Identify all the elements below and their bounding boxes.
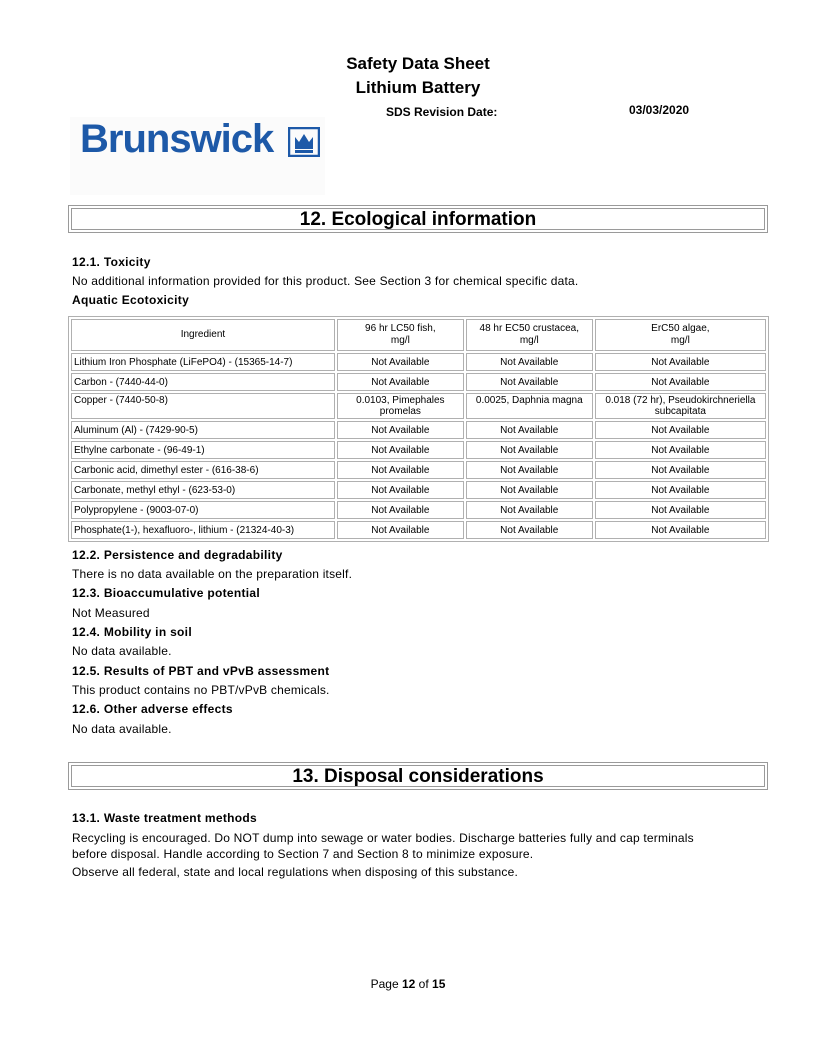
crustacea-ec50-cell: Not Available	[466, 441, 593, 459]
table-row	[71, 393, 766, 419]
fish-lc50-cell: Not Available	[337, 373, 464, 391]
aquatic-ecotoxicity-table	[68, 316, 769, 542]
adverse-effects-text: No data available.	[72, 722, 172, 736]
header-text: 96 hr LC50 fish,	[365, 323, 436, 334]
pbt-heading: 12.5. Results of PBT and vPvB assessment	[72, 664, 330, 678]
regulations-text: Observe all federal, state and local regulations when disposing of this substance.	[72, 865, 518, 879]
crustacea-ec50-cell: Not Available	[466, 481, 593, 499]
adverse-effects-heading: 12.6. Other adverse effects	[72, 702, 233, 716]
fish-lc50-cell: Not Available	[337, 461, 464, 479]
bioaccumulative-text: Not Measured	[72, 606, 150, 620]
fish-lc50-cell: Not Available	[337, 421, 464, 439]
persistence-heading: 12.2. Persistence and degradability	[72, 548, 283, 562]
mobility-heading: 12.4. Mobility in soil	[72, 625, 192, 639]
column-header	[595, 319, 766, 351]
fish-lc50-cell: 0.0103, Pimephales promelas	[337, 393, 464, 419]
table-row	[71, 353, 766, 371]
page-current: 12	[401, 977, 416, 991]
ingredient-cell: Polypropylene - (9003-07-0)	[71, 501, 335, 519]
pbt-text: This product contains no PBT/vPvB chemicals.	[72, 683, 330, 697]
crown-emblem-icon	[288, 127, 320, 157]
toxicity-heading: 12.1. Toxicity	[72, 255, 151, 269]
ingredient-cell: Phosphate(1-), hexafluoro-, lithium - (21324-40-3)	[71, 521, 335, 539]
aquatic-ecotoxicity-heading: Aquatic Ecotoxicity	[72, 293, 190, 307]
ingredient-cell: Copper - (7440-50-8)	[71, 393, 335, 419]
table-row	[71, 421, 766, 439]
algae-erc50-cell: Not Available	[595, 441, 766, 459]
product-name: Lithium Battery	[355, 78, 481, 97]
crustacea-ec50-cell: Not Available	[466, 521, 593, 539]
ingredient-cell: Ethylne carbonate - (96-49-1)	[71, 441, 335, 459]
ingredient-cell: Carbonic acid, dimethyl ester - (616-38-6)	[71, 461, 335, 479]
fish-lc50-cell: Not Available	[337, 353, 464, 371]
algae-erc50-cell: Not Available	[595, 481, 766, 499]
crustacea-ec50-cell: 0.0025, Daphnia magna	[466, 393, 593, 419]
page-prefix: Page	[370, 977, 399, 991]
mobility-text: No data available.	[72, 644, 172, 658]
column-header: Ingredient	[71, 319, 335, 351]
algae-erc50-cell: Not Available	[595, 421, 766, 439]
column-header	[466, 319, 593, 351]
crustacea-ec50-cell: Not Available	[466, 501, 593, 519]
section-12-heading: 12. Ecological information	[68, 205, 768, 233]
crustacea-ec50-cell: Not Available	[466, 461, 593, 479]
fish-lc50-cell: Not Available	[337, 481, 464, 499]
revision-date-label: SDS Revision Date:	[386, 105, 498, 119]
section-13-heading: 13. Disposal considerations	[68, 762, 768, 790]
fish-lc50-cell: Not Available	[337, 441, 464, 459]
header-text: 48 hr EC50 crustacea,	[479, 323, 580, 334]
persistence-text: There is no data available on the preparation itself.	[72, 567, 353, 581]
waste-treatment-heading: 13.1. Waste treatment methods	[72, 811, 257, 825]
brunswick-logo	[70, 117, 325, 195]
ingredient-cell: Aluminum (Al) - (7429-90-5)	[71, 421, 335, 439]
fish-lc50-cell: Not Available	[337, 501, 464, 519]
table-row	[71, 373, 766, 391]
crustacea-ec50-cell: Not Available	[466, 353, 593, 371]
header-text: ErC50 algae,	[651, 323, 710, 334]
table-row	[71, 501, 766, 519]
algae-erc50-cell: Not Available	[595, 461, 766, 479]
crustacea-ec50-cell: Not Available	[466, 373, 593, 391]
algae-erc50-cell: Not Available	[595, 353, 766, 371]
header-unit: mg/l	[670, 335, 690, 346]
document-title: Safety Data Sheet	[346, 54, 490, 73]
revision-date-value: 03/03/2020	[629, 103, 690, 117]
ingredient-cell: Carbon - (7440-44-0)	[71, 373, 335, 391]
ingredient-cell: Carbonate, methyl ethyl - (623-53-0)	[71, 481, 335, 499]
page-total: 15	[432, 977, 446, 991]
waste-treatment-text-line2: before disposal. Handle according to Section 7 and Section 8 to minimize exposure.	[72, 847, 534, 861]
header-unit: mg/l	[519, 335, 539, 346]
table-row	[71, 441, 766, 459]
fish-lc50-cell: Not Available	[337, 521, 464, 539]
waste-treatment-text-line1: Recycling is encouraged. Do NOT dump into sewage or water bodies. Discharge batteries fully and cap terminals	[72, 831, 694, 845]
bioaccumulative-heading: 12.3. Bioaccumulative potential	[72, 586, 261, 600]
table-row	[71, 481, 766, 499]
algae-erc50-cell: Not Available	[595, 521, 766, 539]
table-header-row	[71, 319, 766, 351]
logo-wordmark: Brunswick	[80, 117, 274, 161]
column-header	[337, 319, 464, 351]
toxicity-text: No additional information provided for this product. See Section 3 for chemical specific data.	[72, 274, 579, 288]
ingredient-cell: Lithium Iron Phosphate (LiFePO4) - (15365-14-7)	[71, 353, 335, 371]
algae-erc50-cell: 0.018 (72 hr), Pseudokirchneriella subcapitata	[595, 393, 766, 419]
table-row	[71, 521, 766, 539]
header-unit: mg/l	[390, 335, 410, 346]
page-of: of	[418, 977, 429, 991]
algae-erc50-cell: Not Available	[595, 373, 766, 391]
algae-erc50-cell: Not Available	[595, 501, 766, 519]
page-number	[0, 977, 816, 991]
table-row	[71, 461, 766, 479]
crustacea-ec50-cell: Not Available	[466, 421, 593, 439]
